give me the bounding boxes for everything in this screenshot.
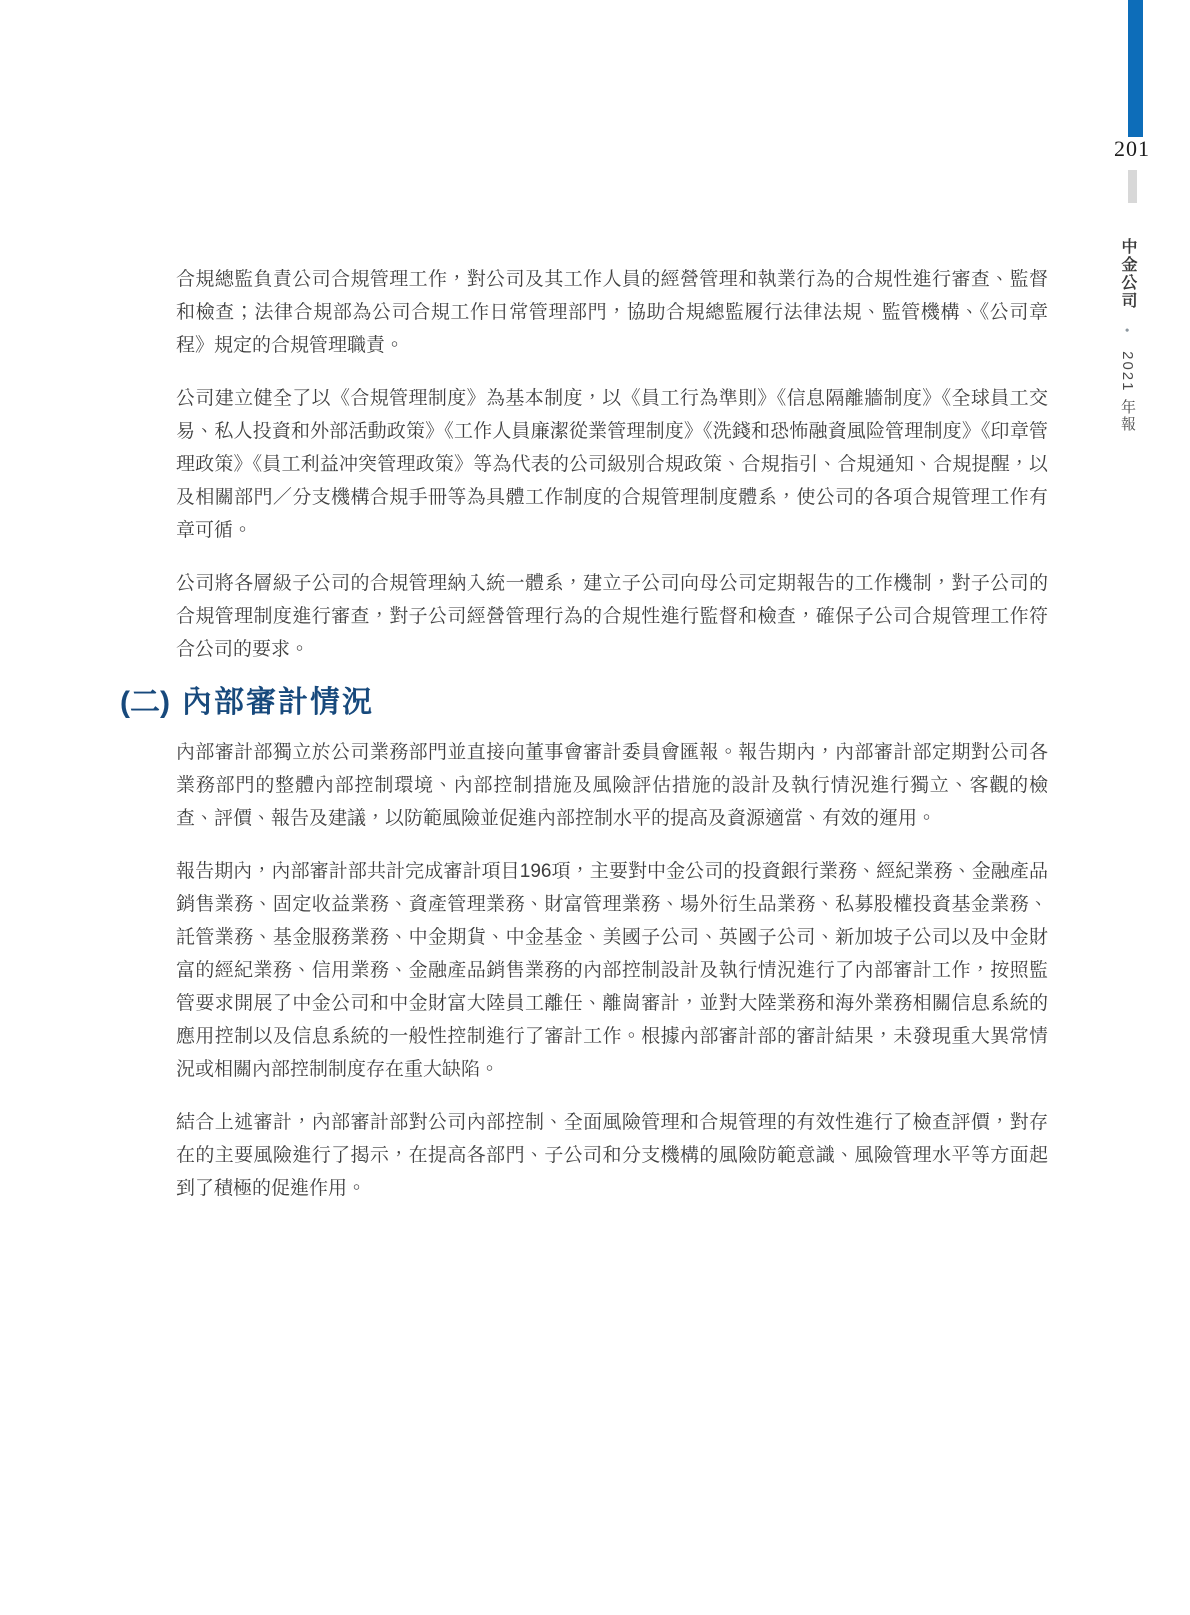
section-heading-title: 內部審計情況 — [181, 686, 374, 719]
page-number: 201 — [1114, 136, 1150, 161]
section-heading-index: (二) — [120, 686, 170, 719]
accent-bar — [1128, 0, 1143, 137]
paragraph-audit-evaluation: 結合上述審計，內部審計部對公司內部控制、全面風險管理和合規管理的有效性進行了檢查評價，對存在的主要風險進行了揭示，在提高各部門、子公司和分支機構的風險防範意識、風險管理水平等方面起到了積極的促進作用。 — [176, 1112, 1048, 1199]
sidebar-year-report: 2021 年報 — [1119, 351, 1136, 433]
paragraph-subsidiary-compliance: 公司將各層級子公司的合規管理納入統一體系，建立子公司向母公司定期報告的工作機制，對子公司的合規管理制度進行審查，對子公司經營管理行為的合規性進行監督和檢查，確保子公司合規管理工作符合公司的要求。 — [176, 573, 1048, 660]
sidebar-company-name: 中金公司 — [1119, 238, 1136, 310]
paragraph-compliance-director: 合規總監負責公司合規管理工作，對公司及其工作人員的經營管理和執業行為的合規性進行審查、監督和檢查；法律合規部為公司合規工作日常管理部門，協助合規總監履行法律法規、監管機構、《公司章程》規定的合規管理職責。 — [176, 269, 1048, 356]
sidebar-bullet-icon: • — [1120, 328, 1134, 333]
paragraph-audit-projects: 報告期內，內部審計部共計完成審計項目196項，主要對中金公司的投資銀行業務、經紀業務、金融產品銷售業務、固定收益業務、資產管理業務、財富管理業務、場外衍生品業務、私募股權投資基金業務、託管業務、基金服務業務、中金期貨、中金基金、美國子公司、英國子公司、新加坡子公司以及中金財富的經紀業務、信用業務、金融產品銷售業務的內部控制設計及執行情況進行了內部審計工作，按照監管要求開展了中金公司和中金財富大陸員工離任、離崗審計，並對大陸業務和海外業務相關信息系統的應用控制以及信息系統的一般性控制進行了審計工作。根據內部審計部的審計結果，未發現重大異常情況或相關內部控制制度存在重大缺陷。 — [176, 861, 1048, 1080]
paragraph-internal-audit-independence: 內部審計部獨立於公司業務部門並直接向董事會審計委員會匯報。報告期內，內部審計部定期對公司各業務部門的整體內部控制環境、內部控制措施及風險評估措施的設計及執行情況進行獨立、客觀的檢查、評價、報告及建議，以防範風險並促進內部控制水平的提高及資源適當、有效的運用。 — [176, 742, 1048, 829]
content-area — [120, 263, 1052, 1205]
sidebar-caption — [1116, 238, 1139, 658]
section-heading-internal-audit — [120, 686, 1052, 720]
page-number-divider — [1128, 170, 1137, 203]
paragraph-compliance-system: 公司建立健全了以《合規管理制度》為基本制度，以《員工行為準則》《信息隔離牆制度》《全球員工交易、私人投資和外部活動政策》《工作人員廉潔從業管理制度》《洗錢和恐怖融資風险管理制度》《印章管理政策》《員工利益冲突管理政策》等為代表的公司級別合規政策、合規指引、合規通知、合規提醒，以及相關部門／分支機構合規手冊等為具體工作制度的合規管理制度體系，使公司的各項合規管理工作有章可循。 — [176, 388, 1048, 541]
